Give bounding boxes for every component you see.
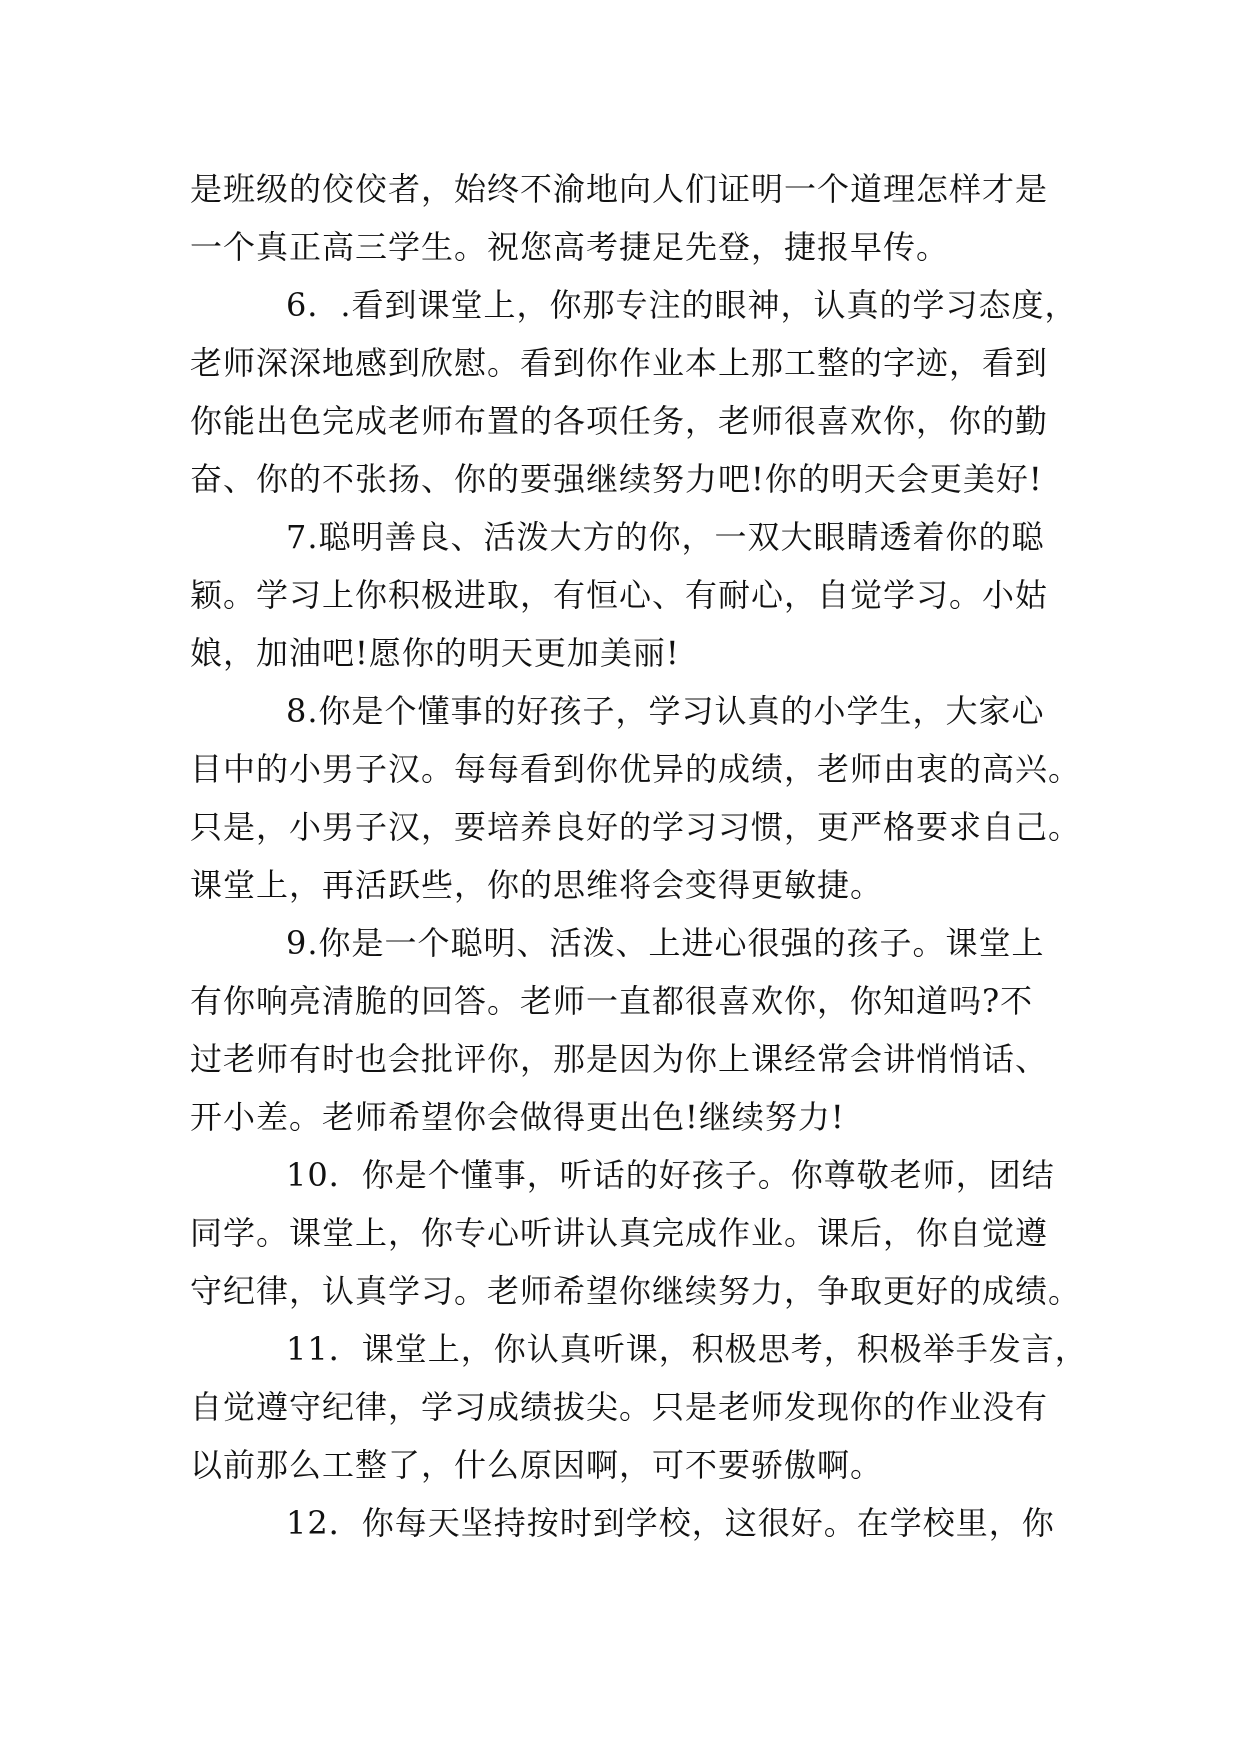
text-line: 是班级的佼佼者，始终不渝地向人们证明一个道理怎样才是	[190, 170, 1049, 208]
text-line: 课堂上，再活跃些，你的思维将会变得更敏捷。	[190, 866, 884, 904]
paragraph-start-11: 11．课堂上，你认真听课，积极思考，积极举手发言，	[286, 1330, 1088, 1368]
text-line: 以前那么工整了，什么原因啊，可不要骄傲啊。	[190, 1446, 884, 1484]
text-line: 奋、你的不张扬、你的要强继续努力吧!你的明天会更美好!	[190, 460, 1043, 498]
paragraph-start-6: 6．.看到课堂上，你那专注的眼神，认真的学习态度，	[286, 286, 1078, 324]
document-body	[190, 160, 1088, 1552]
text-line: 同学。课堂上，你专心听讲认真完成作业。课后，你自觉遵	[190, 1214, 1049, 1252]
text-line: 你能出色完成老师布置的各项任务，老师很喜欢你，你的勤	[190, 402, 1049, 440]
text-line: 老师深深地感到欣慰。看到你作业本上那工整的字迹，看到	[190, 344, 1049, 382]
paragraph-start-7: 7.聪明善良、活泼大方的你，一双大眼睛透着你的聪	[286, 518, 1045, 556]
text-line: 颖。学习上你积极进取，有恒心、有耐心，自觉学习。小姑	[190, 576, 1049, 614]
paragraph-start-12: 12．你每天坚持按时到学校，这很好。在学校里，你	[286, 1504, 1055, 1542]
paragraph-start-9: 9.你是一个聪明、活泼、上进心很强的孩子。课堂上	[286, 924, 1045, 962]
text-line: 目中的小男子汉。每每看到你优异的成绩，老师由衷的高兴。	[190, 750, 1082, 788]
text-line: 有你响亮清脆的回答。老师一直都很喜欢你，你知道吗?不	[190, 982, 1034, 1020]
paragraph-start-10: 10．你是个懂事，听话的好孩子。你尊敬老师，团结	[286, 1156, 1055, 1194]
text-line: 一个真正高三学生。祝您高考捷足先登，捷报早传。	[190, 228, 950, 266]
text-line: 开小差。老师希望你会做得更出色!继续努力!	[190, 1098, 845, 1136]
text-line: 自觉遵守纪律，学习成绩拔尖。只是老师发现你的作业没有	[190, 1388, 1049, 1426]
text-line: 过老师有时也会批评你，那是因为你上课经常会讲悄悄话、	[190, 1040, 1049, 1078]
text-line: 守纪律，认真学习。老师希望你继续努力，争取更好的成绩。	[190, 1272, 1082, 1310]
text-line: 只是，小男子汉，要培养良好的学习习惯，更严格要求自己。	[190, 808, 1082, 846]
paragraph-start-8: 8.你是个懂事的好孩子，学习认真的小学生，大家心	[286, 692, 1045, 730]
text-line: 娘，加油吧!愿你的明天更加美丽!	[190, 634, 680, 672]
